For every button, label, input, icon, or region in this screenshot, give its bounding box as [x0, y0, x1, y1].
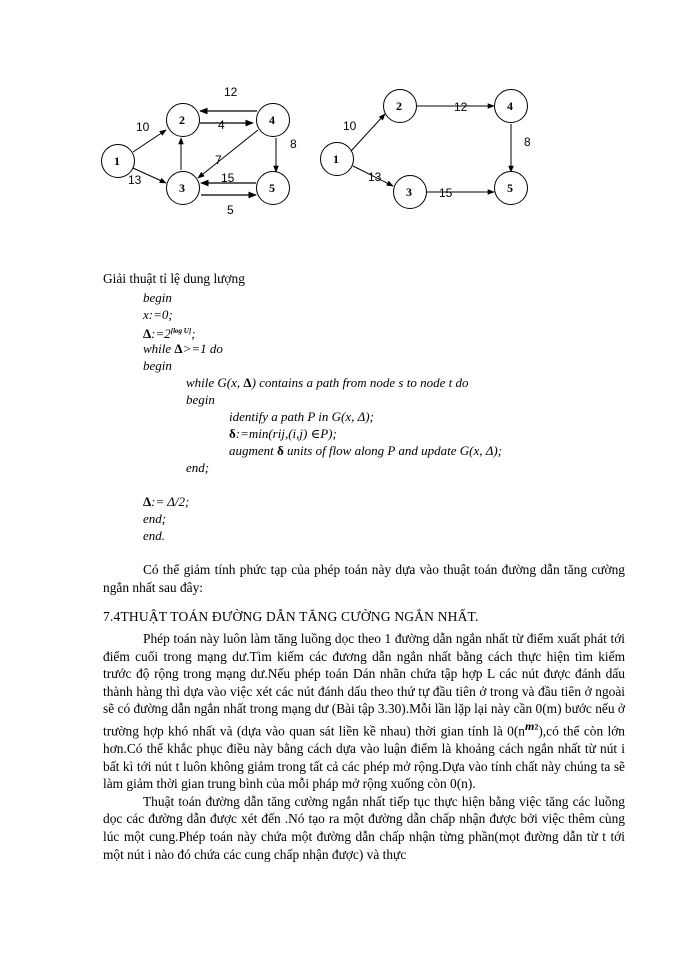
small-delta-symbol: δ [277, 443, 284, 458]
algo-line: begin [143, 290, 172, 305]
math-exponent: 2 [534, 722, 539, 732]
node-5-label: 5 [269, 181, 275, 195]
node-1-label: 1 [333, 152, 339, 166]
algo-line: x:=0; [143, 307, 173, 322]
delta-symbol: Δ [143, 326, 152, 341]
algo-text: ; [191, 326, 196, 341]
node-4-label: 4 [269, 113, 275, 127]
edge-label: 13 [128, 173, 142, 187]
edge-label: 8 [290, 137, 297, 151]
node-3-label: 3 [179, 181, 185, 195]
algo-text: augment [229, 443, 278, 458]
edge-label: 15 [221, 171, 235, 185]
algo-text: >=1 do [182, 341, 223, 356]
delta-symbol: Δ [143, 494, 152, 509]
algo-text: units of flow along P and update G(x, Δ); [283, 443, 503, 458]
network-graphs [0, 0, 700, 230]
algo-sup: [log U] [170, 327, 192, 335]
delta-symbol: Δ [243, 375, 252, 390]
paragraph-span: Phép toán này luôn làm tăng luồng dọc theo 1 đường dẫn ngắn nhất từ điểm xuất phát tới điểm cuối trong mạng dư.Tìm kiếm các đương dẫn ngắn nhất bằng cách thực hiện tìm kiếm trước độ rộng trong mạng dư.Nếu phép toán Dán nhãn chứa tập hợp L các nút được đánh dấu thành hàng thì dựa vào việc xét các nút đánh dấu theo thứ tự đầu tiên ở trong và đầu tiên ở ngoài sẽ có đường dẫn ngắn nhất trong mạng dư (Bài tập 3.30).Mỗi lần lặp lại này cần 0(m) bước nếu ở trường hợp khó nhất và (dựa vào quan sát liền kề nhau) thời gian tính là 0(n [103, 631, 625, 739]
algo-text: while G(x, [186, 375, 244, 390]
algo-text: :=min(rij,(i,j) ∈P); [235, 426, 337, 441]
paragraph-span: ),có thể còn lớn hơn.Có thể khắc phục điều này bằng cách dựa vào luận điểm là khoảng cách ngắn nhất từ nút i bất kì tới nút t luôn không giảm trong tất cả các phép mở rộng.Dựa vào tính chất này chúng ta sẽ làm giảm thời gian trung bình của mỗi pháp mở rộng xuống còn 0(n). [103, 723, 625, 792]
paragraph-text: Thuật toán đường dẫn tăng cường ngắn nhất tiếp tục thực hiện bằng việc tăng các luồng dọc các đường dẫn được xét đến .Nó tạo ra một đường dẫn chấp nhận được bởi việc thêm cùng lúc một cung.Phép toán này chứa một đường dẫn chấp nhận từng phần(mọt đường dẫn từ t tới một nút i nào đó chứa các cung chấp nhận được) và thực [103, 793, 625, 862]
algo-line: begin [186, 392, 215, 407]
edge-label: 4 [218, 118, 225, 132]
delta-symbol: Δ [174, 341, 183, 356]
graph-left [102, 85, 298, 217]
edge-label: 10 [343, 119, 357, 133]
algo-line: identify a path P in G(x, Δ); [229, 409, 374, 424]
graph-right [321, 90, 532, 209]
algo-line: end; [186, 460, 210, 475]
node-5-label: 5 [507, 181, 513, 195]
algo-line: end. [143, 528, 166, 543]
paragraph-text: Có thể giảm tính phức tạp của phép toán này dựa vào thuật toán đường dẫn tăng cường ngắn nhất sau đây: [103, 562, 625, 595]
node-3-label: 3 [406, 185, 412, 199]
algo-line [143, 493, 189, 510]
edge-label: 15 [439, 186, 453, 200]
algo-line [229, 442, 502, 459]
node-2-label: 2 [396, 99, 402, 113]
algorithm-title: Giải thuật tỉ lệ dung lượng [103, 271, 245, 286]
algo-line: begin [143, 358, 172, 373]
algo-text: := Δ/2; [151, 494, 190, 509]
edge-label: 5 [227, 203, 234, 217]
edge-label: 12 [224, 85, 238, 99]
small-delta-symbol: δ [229, 426, 236, 441]
algo-text: while [143, 341, 175, 356]
section-heading: 7.4THUẬT TOÁN ĐƯỜNG DẪN TĂNG CƯỜNG NGẮN NHẤT. [103, 609, 479, 624]
node-2-label: 2 [179, 113, 185, 127]
edge-label: 7 [215, 153, 222, 167]
edge-label: 13 [368, 170, 382, 184]
node-4-label: 4 [507, 99, 513, 113]
edge-label: 10 [136, 120, 150, 134]
algo-text: :=2 [151, 326, 171, 341]
algo-line [186, 374, 468, 391]
algo-line [143, 340, 223, 357]
algo-line [229, 425, 337, 442]
edge-label: 12 [454, 100, 468, 114]
math-superscript: m [525, 718, 535, 733]
paragraph-intro [103, 561, 625, 596]
edge-label: 8 [524, 135, 531, 149]
algo-text: ) contains a path from node s to node t do [251, 375, 469, 390]
node-1-label: 1 [114, 154, 120, 168]
paragraph-text [103, 630, 625, 793]
paragraph-body [103, 630, 625, 863]
algo-line: end; [143, 511, 167, 526]
